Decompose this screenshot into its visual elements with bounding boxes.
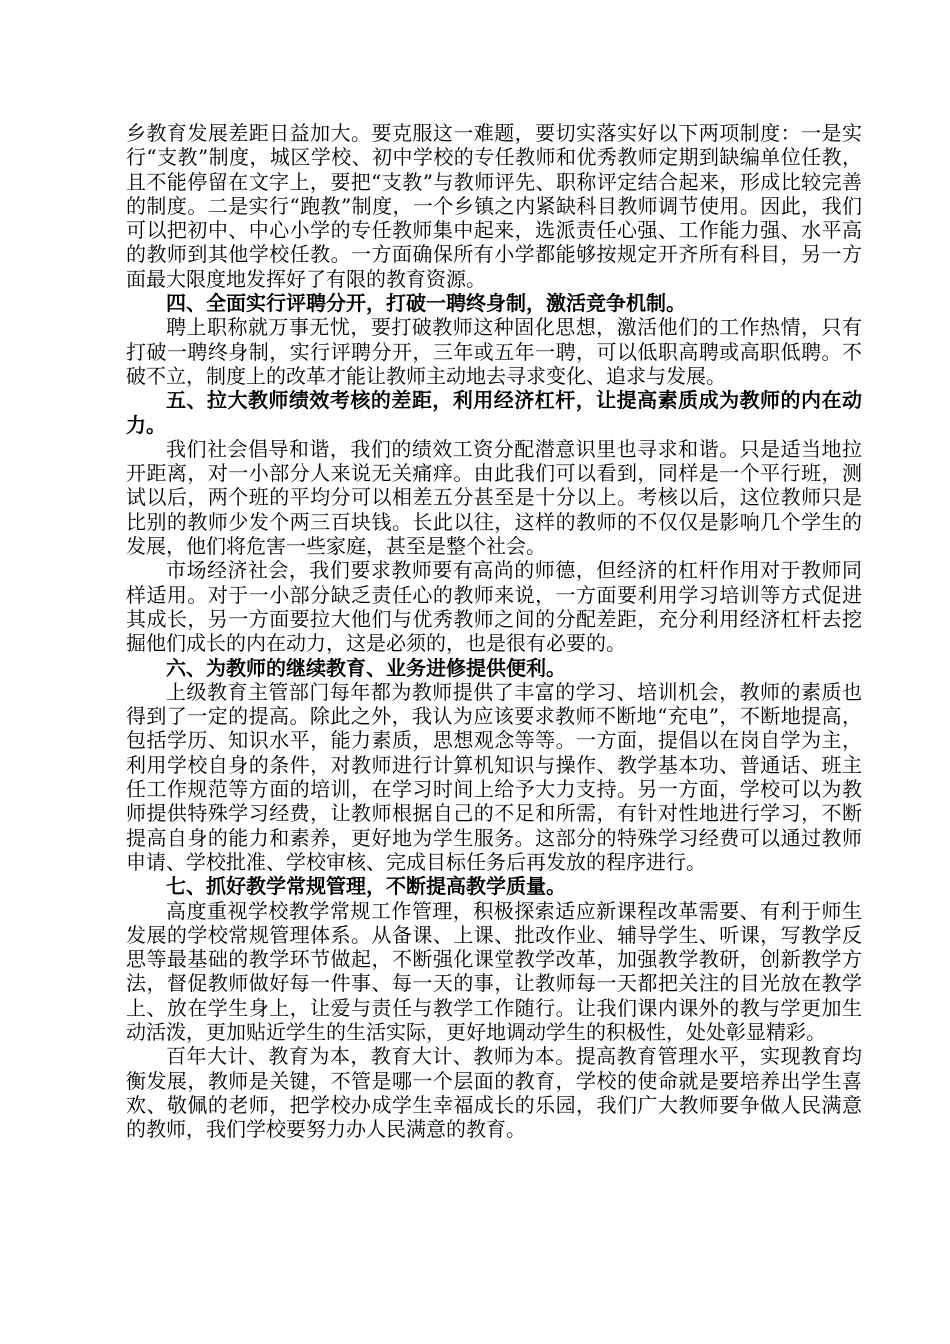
paragraph: 市场经济社会，我们要求教师要有高尚的师德，但经济的杠杆作用对于教师同样适用。对于一小部分缺乏责任心的教师来说，一方面要利用学习培训等方式促进其成长，另一方面要拉大他们与优秀教师之间的分配差距，充分利用经济杠杆去挖掘他们成长的内在动力，这是必须的，也是很有必要的。 (126, 558, 862, 656)
section-heading-4: 四、全面实行评聘分开，打破一聘终身制，激活竞争机制。 (166, 291, 686, 316)
section-heading-7: 七、抓好教学常规管理，不断提高教学质量。 (166, 874, 566, 899)
section-heading-6: 六、为教师的继续教育、业务进修提供便利。 (166, 655, 566, 680)
paragraph: 上级教育主管部门每年都为教师提供了丰富的学习、培训机会，教师的素质也得到了一定的提高。除此之外，我认为应该要求教师不断地“充电”，不断地提高，包括学历、知识水平，能力素质，思想观念等等。一方面，提倡以在岗自学为主，利用学校自身的条件，对教师进行计算机知识与操作、教学基本功、普通话、班主任工作规范等方面的培训，在学习时间上给予大力支持。另一方面，学校可以为教师提供特殊学习经费，让教师根据自己的不足和所需，有针对性地进行学习，不断提高自身的能力和素养，更好地为学生服务。这部分的特殊学习经费可以通过教师申请、学校批准、学校审核、完成目标任务后再发放的程序进行。 (126, 679, 862, 874)
paragraph: 我们社会倡导和谐，我们的绩效工资分配潜意识里也寻求和谐。只是适当地拉开距离，对一小部分人来说无关痛痒。由此我们可以看到，同样是一个平行班，测试以后，两个班的平均分可以相差五分甚至是十分以上。考核以后，这位教师只是比别的教师少发个两三百块钱。长此以往，这样的教师的不仅仅是影响几个学生的发展，他们将危害一些家庭，甚至是整个社会。 (126, 436, 862, 559)
paragraph-conclusion: 百年大计、教育为本，教育大计、教师为本。提高教育管理水平，实现教育均衡发展，教师是关键，不管是哪一个层面的教育，学校的使命就是要培养出学生喜欢、敬佩的老师，把学校办成学生幸福成长的乐园，我们广大教师要争做人民满意的教师，我们学校要努力办人民满意的教育。 (126, 1044, 862, 1142)
document-body (126, 121, 862, 1141)
paragraph: 高度重视学校教学常规工作管理，积极探索适应新课程改革需要、有利于师生发展的学校常规管理体系。从备课、上课、批改作业、辅导学生、听课，写教学反思等最基础的教学环节做起，不断强化课堂教学改革，加强教学教研，创新教学方法，督促教师做好每一件事、每一天的事，让教师每一天都把关注的目光放在教学上、放在学生身上，让爱与责任与教学工作随行。让我们课内课外的教与学更加生动活泼，更加贴近学生的生活实际，更好地调动学生的积极性，处处彰显精彩。 (126, 898, 862, 1044)
paragraph-continuation: 乡教育发展差距日益加大。要克服这一难题，要切实落实好以下两项制度：一是实行“支教”制度，城区学校、初中学校的专任教师和优秀教师定期到缺编单位任教，且不能停留在文字上，要把“支教”与教师评先、职称评定结合起来，形成比较完善的制度。二是实行“跑教”制度，一个乡镇之内紧缺科目教师调节使用。因此，我们可以把初中、中心小学的专任教师集中起来，选派责任心强、工作能力强、水平高的教师到其他学校任教。一方面确保所有小学都能够按规定开齐所有科目，另一方面最大限度地发挥好了有限的教育资源。 (126, 121, 862, 291)
section-heading-5: 五、拉大教师绩效考核的差距，利用经济杠杆，让提高素质成为教师的内在动力。 (126, 388, 862, 437)
paragraph: 聘上职称就万事无忧，要打破教师这种固化思想，激活他们的工作热情，只有打破一聘终身制，实行评聘分开，三年或五年一聘，可以低职高聘或高职低聘。不破不立，制度上的改革才能让教师主动地去寻求变化、追求与发展。 (126, 315, 862, 388)
